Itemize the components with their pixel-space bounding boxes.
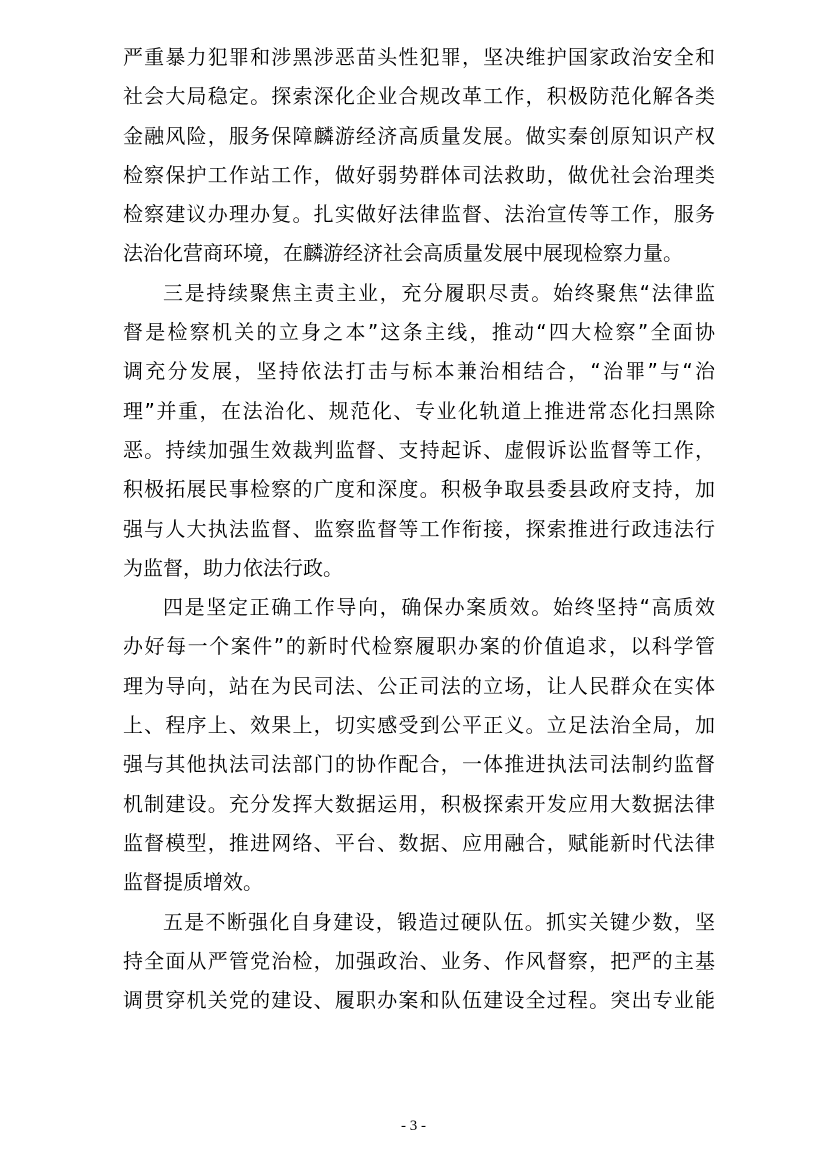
text-line: 积极拓展民事检察的广度和深度。积极争取县委县政府支持，加 bbox=[123, 477, 715, 502]
text-line: 恶。持续加强生效裁判监督、支持起诉、虚假诉讼监督等工作， bbox=[123, 437, 715, 462]
text-line: 办好每一个案件”的新时代检察履职办案的价值追求，以科学管 bbox=[123, 634, 715, 659]
text-line: 机制建设。充分发挥大数据运用，积极探索开发应用大数据法律 bbox=[123, 791, 715, 816]
text-line: 检察保护工作站工作，做好弱势群体司法救助，做优社会治理类 bbox=[123, 162, 715, 187]
text-line: 理”并重，在法治化、规范化、专业化轨道上推进常态化扫黑除 bbox=[123, 398, 715, 423]
text-line: 社会大局稳定。探索深化企业合规改革工作，积极防范化解各类 bbox=[123, 84, 715, 109]
text-line: 监督模型，推进网络、平台、数据、应用融合，赋能新时代法律 bbox=[123, 830, 715, 855]
paragraph-1 bbox=[123, 38, 715, 274]
text-line: 上、程序上、效果上，切实感受到公平正义。立足法治全局，加 bbox=[123, 713, 715, 738]
paragraph-2 bbox=[123, 274, 715, 588]
text-line: 三是持续聚焦主责主业，充分履职尽责。始终聚焦“法律监 bbox=[163, 280, 715, 305]
paragraph-3 bbox=[123, 588, 715, 902]
text-line: 严重暴力犯罪和涉黑涉恶苗头性犯罪，坚决维护国家政治安全和 bbox=[123, 45, 715, 69]
text-line: 强与其他执法司法部门的协作配合，一体推进执法司法制约监督 bbox=[123, 752, 715, 777]
text-line: 五是不断强化自身建设，锻造过硬队伍。抓实关键少数，坚 bbox=[163, 909, 715, 934]
text-line: 强与人大执法监督、监察监督等工作衔接，探索推进行政违法行 bbox=[123, 516, 715, 541]
text-line: 监督提质增效。 bbox=[123, 870, 263, 895]
text-line: 调充分发展，坚持依法打击与标本兼治相结合，“治罪”与“治 bbox=[123, 359, 715, 384]
text-line: 金融风险，服务保障麟游经济高质量发展。做实秦创原知识产权 bbox=[123, 123, 715, 148]
text-line: 四是坚定正确工作导向，确保办案质效。始终坚持“高质效 bbox=[163, 595, 715, 620]
text-line: 理为导向，站在为民司法、公正司法的立场，让人民群众在实体 bbox=[123, 673, 715, 698]
page-number: - 3 - bbox=[401, 1118, 426, 1134]
paragraph-4 bbox=[123, 903, 715, 1021]
text-line: 检察建议办理办复。扎实做好法律监督、法治宣传等工作，服务 bbox=[123, 202, 715, 227]
text-line: 法治化营商环境，在麟游经济社会高质量发展中展现检察力量。 bbox=[123, 241, 683, 266]
text-line: 持全面从严管党治检，加强政治、业务、作风督察，把严的主基 bbox=[123, 948, 715, 973]
text-line: 督是检察机关的立身之本”这条主线，推动“四大检察”全面协 bbox=[123, 320, 715, 345]
text-line: 调贯穿机关党的建设、履职办案和队伍建设全过程。突出专业能 bbox=[123, 988, 715, 1013]
text-line: 为监督，助力依法行政。 bbox=[123, 555, 343, 580]
document-body bbox=[123, 38, 715, 1020]
